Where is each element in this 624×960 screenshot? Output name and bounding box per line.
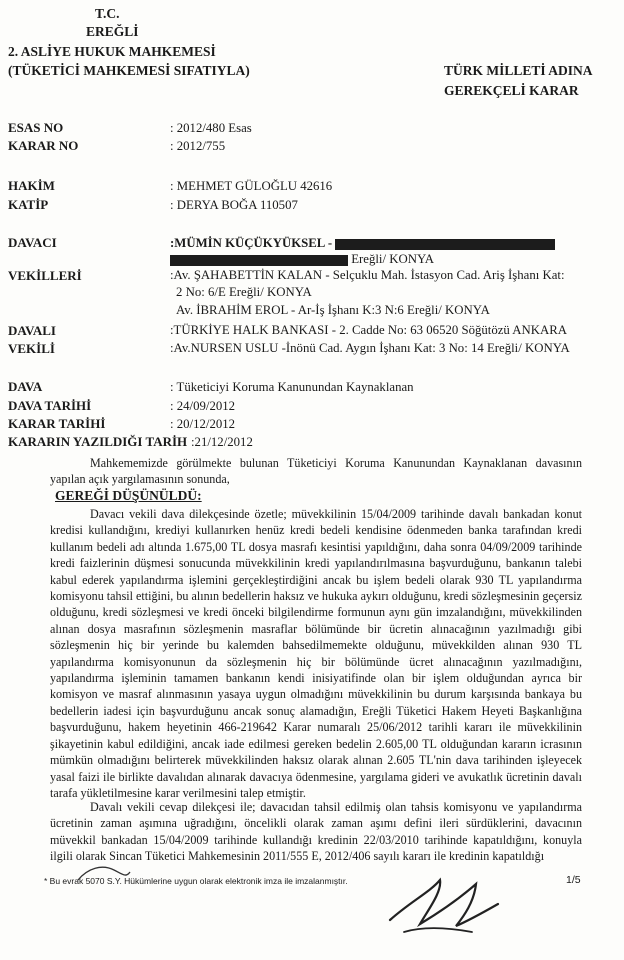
vekili-label: VEKİLİ <box>8 341 55 356</box>
vekil1-line1: :Av. ŞAHABETTİN KALAN - Selçuklu Mah. İstasyon Cad. Ariş İşhanı Kat: <box>170 268 565 282</box>
body-paragraph-2 <box>50 799 582 865</box>
yazildigi-tarih-value: :21/12/2012 <box>191 435 253 449</box>
esas-no-label: ESAS NO <box>8 120 64 135</box>
esas-no-value: : 2012/480 Esas <box>170 121 252 135</box>
davaci-address-text: Ereğli/ KONYA <box>351 252 435 266</box>
dava-label: DAVA <box>8 379 43 394</box>
dava-tarihi-value: : 24/09/2012 <box>170 399 236 413</box>
davali-label: DAVALI <box>8 323 56 338</box>
redaction-bar <box>170 255 348 266</box>
davaci-name <box>170 236 555 251</box>
hakim-value: : MEHMET GÜLOĞLU 42616 <box>170 179 333 193</box>
davali-value: :TÜRKİYE HALK BANKASI - 2. Cadde No: 63 06520 Söğütözü ANKARA <box>170 323 568 337</box>
paragraph-1-text: Davacı vekili dava dilekçesinde özetle; müvekkilinin 15/04/2009 tarihinde davalı bankadan konut kredisi kullandığını, krediyi kullanırken henüz kredi bedeli kendisine ödenmeden banka tarafından kredi kullanım bedeli adı altında 1.675,00 TL dosya masrafı kesintisi yapıldığını, daha sonra 04/09/2009 tarihinde kredi faizlerinin düşmesi sonucunda müvekkilinin kredi yapılandırılmasına başvurduğunu, bankanın talebi kabul ederek yapılandırma işlemini gerçekleştirdiğini ancak bu işlem bedeli olarak 930 TL yapılandırma komisyonu tahsil ettiğini, bu alının bedellerin haksız ve hukuka aykırı olduğunu, kredi sözleşmesinin geçersiz olduğunu, kredi sözleşmesi ve kredi önceki bilgilendirme formunun aynı gün imzalandığını, müvekkilinden alınan dosya masrafının sözleşmenin masraflar bölümünde bir ücretin alınacağının yazılmadığı gibi sözleşmenin hiç bir yerinde bu kalemden bahsedilmemekte olduğunu, müvekkilden alınan 930 TL yapılandırma komisyonunun da sözleşmenin hiç bir bölümünde ücret alınacağının yazılmadığını, yapılandırma işleminin tamamen bankanın kendi inisiyatifinde olan bir işlem olduğundan ayrıca bir komisyon ve masraf alınmasının yasaya uygun olmadığını müvekkilinin bu durum karşısında bankaya bu bedellerin iadesi için başvurduğunu ancak sonuç alamadığın, Ereğli Tüketici Hakem Heyeti Başkanlığına başvurduğunu, hakem heyetinin 466-219642 Karar numaralı 25/06/2012 tarihli kararı ile müvekkilinin şikayetinin kabul edildiğini, ancak iade edilmesi gereken bedelin 2.605,00 TL olduğundan kararın icrasının mümkün olmadığını belirterek müvekkilinden haksız olarak alınan 2.605 TL'nin dava tarihinden işleyecek yasal faizi ile birlikte davalıdan alınarak davacıya ödenmesine, yargılama gideri ve avukatlık ücretinin davalı tarafa yükletilmesine karar verilmesini talep etmiştir. <box>50 507 582 800</box>
court-tc: T.C. <box>95 6 120 21</box>
court-city: EREĞLİ <box>86 24 139 39</box>
davaci-label: DAVACI <box>8 235 57 250</box>
title-nation: TÜRK MİLLETİ ADINA <box>444 63 593 78</box>
intro-text <box>50 455 582 488</box>
signature-icon <box>380 862 530 944</box>
body-paragraph-1 <box>50 506 582 801</box>
katip-label: KATİP <box>8 197 49 212</box>
davaci-address <box>170 252 434 267</box>
intro-line2: yapılan açık yargılamasının sonunda, <box>50 472 230 487</box>
redaction-bar <box>335 239 555 250</box>
page-number: 1/5 <box>566 874 581 886</box>
vekili-value: :Av.NURSEN USLU -İnönü Cad. Aygın İşhanı Kat: 3 No: 14 Ereğli/ KONYA <box>170 341 570 355</box>
karar-tarihi-value: : 20/12/2012 <box>170 417 236 431</box>
stamp-scribble-icon <box>74 860 134 886</box>
footer-esign-note: * Bu evrak 5070 S.Y. Hükümlerine uygun olarak elektronik imza ile imzalanmıştır. <box>44 876 348 886</box>
title-decision: GEREKÇELİ KARAR <box>444 83 579 98</box>
karar-tarihi-label: KARAR TARİHİ <box>8 416 106 431</box>
intro-line1: Mahkememizde görülmekte bulunan Tüketiciyi Koruma Kanunundan Kaynaklanan davasının <box>90 456 582 470</box>
karar-no-label: KARAR NO <box>8 138 79 153</box>
vekilleri-label: VEKİLLERİ <box>8 268 82 283</box>
katip-value: : DERYA BOĞA 110507 <box>170 198 298 212</box>
section-heading: GEREĞİ DÜŞÜNÜLDÜ: <box>55 488 202 503</box>
yazildigi-tarih-label: KARARIN YAZILDIĞI TARİH <box>8 434 188 449</box>
vekil1-line2: 2 No: 6/E Ereğli/ KONYA <box>176 285 312 299</box>
dava-value: : Tüketiciyi Koruma Kanunundan Kaynaklanan <box>170 380 414 394</box>
dava-tarihi-label: DAVA TARİHİ <box>8 398 92 413</box>
court-name: 2. ASLİYE HUKUK MAHKEMESİ <box>8 44 216 59</box>
hakim-label: HAKİM <box>8 178 55 193</box>
court-capacity: (TÜKETİCİ MAHKEMESİ SIFATIYLA) <box>8 63 250 78</box>
karar-no-value: : 2012/755 <box>170 139 226 153</box>
davaci-name-text: :MÜMİN KÜÇÜKYÜKSEL - <box>170 236 333 250</box>
paragraph-2-text: Davalı vekili cevap dilekçesi ile; davacıdan tahsil edilmiş olan tahsis komisyonu ve yapılandırma ücretinin zaman aşımına uğradığını, öncelikli olarak zaman aşımı defini ileri sürdüklerini, davacının müvekkil bankadan 15/04/2009 tarihinde kullandığı kredinin 22/03/2010 tarihinde kapatıldığını, konuyla ilgili olarak Sincan Tüketici Mahkemesinin 2011/555 E, 2012/406 sayılı kararı ile kredinin kapatıldığı <box>50 800 582 864</box>
vekil2: Av. İBRAHİM EROL - Ar-İş İşhanı K:3 N:6 Ereğli/ KONYA <box>176 303 490 317</box>
